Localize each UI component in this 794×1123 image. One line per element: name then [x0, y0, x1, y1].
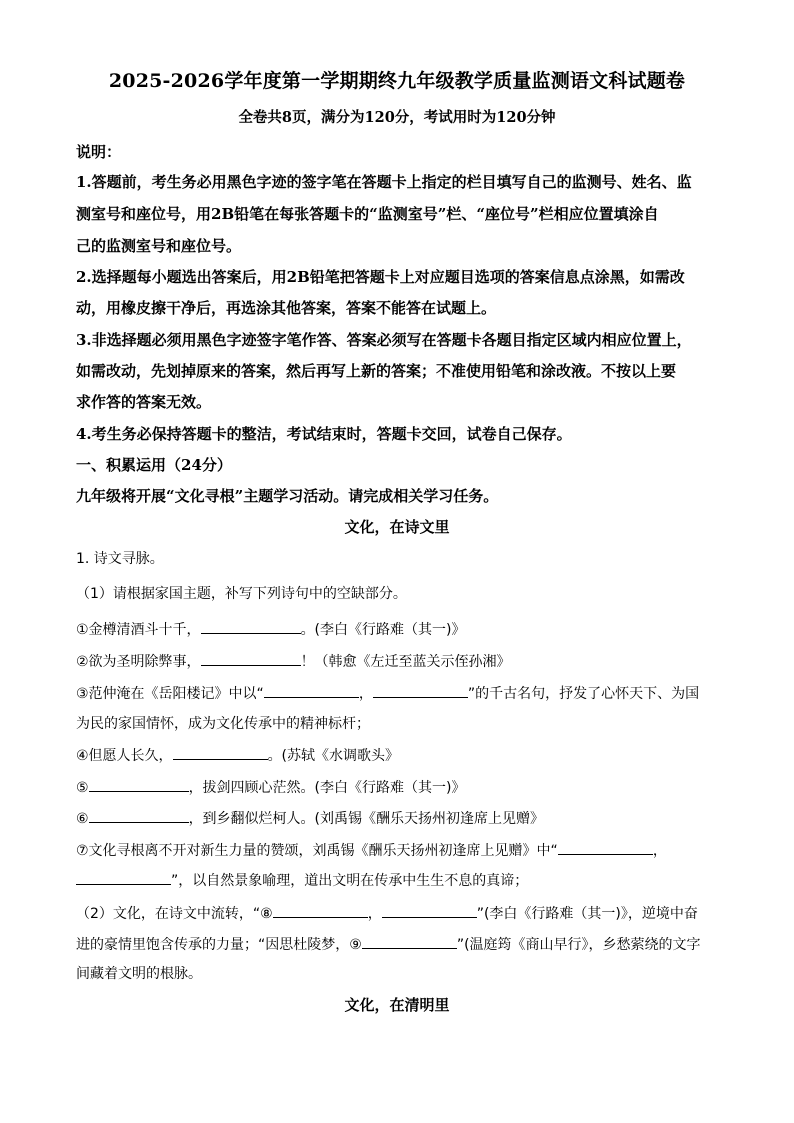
- poem-item: [76, 619, 466, 639]
- answer-blank[interactable]: [89, 777, 189, 792]
- instructions-heading: 说明：: [76, 143, 122, 161]
- instruction-line: 测室号和座位号，用2B铅笔在每张答题卡的“监测室号”栏、“座位号”栏相应位置填涂自: [76, 205, 659, 223]
- item-text: ⑦文化寻根离不开对新生力量的赞颂，刘禹锡《酬乐天扬州初逢席上见赠》中“: [76, 843, 558, 859]
- instruction-line: 己的监测室号和座位号。: [76, 237, 242, 255]
- instruction-line: 1.答题前，考生务必用黑色字迹的签字笔在答题卡上指定的栏目填写自己的监测号、姓名、监: [76, 173, 692, 191]
- item-text: ，拔剑四顾心茫然。(李白《行路难（其一)》: [188, 780, 466, 796]
- answer-blank[interactable]: [264, 683, 359, 698]
- section-intro: 九年级将开展“文化寻根”主题学习活动。请完成相关学习任务。: [76, 487, 499, 505]
- poem-item-continued: [76, 870, 528, 890]
- item-text: 进的豪情里饱含传承的力量；“因思杜陵梦，⑨: [76, 937, 362, 953]
- item-text: ”，以自然景象喻理，道出文明在传承中生生不息的真谛；: [171, 873, 529, 889]
- answer-blank[interactable]: [173, 745, 268, 760]
- item-text: ，: [652, 843, 667, 859]
- question-part: [76, 903, 698, 923]
- item-text: 。(李白《行路难（其一)》: [300, 622, 466, 638]
- poem-item: [76, 683, 699, 703]
- answer-blank[interactable]: [558, 840, 653, 855]
- item-text: ”(李白《行路难（其一)》，逆境中奋: [476, 906, 698, 922]
- item-text: ”(温庭筠《商山早行》，乡愁萦绕的文字: [456, 937, 701, 953]
- question-part-continued: [76, 934, 701, 954]
- item-text: 。(苏轼《水调歌头》: [267, 748, 400, 764]
- subsection-title: 文化，在诗文里: [344, 518, 450, 536]
- exam-subtitle: 全卷共8页，满分为120分，考试用时为120分钟: [238, 109, 556, 126]
- item-text: ⑤: [76, 780, 89, 796]
- item-text: ②欲为圣明除弊事，: [76, 654, 201, 670]
- instruction-line: 4.考生务必保持答题卡的整洁，考试结束时，答题卡交回，试卷自己保存。: [76, 425, 572, 443]
- item-text: （2）文化，在诗文中流转，“⑧: [76, 906, 273, 922]
- item-text: ④但愿人长久，: [76, 748, 173, 764]
- answer-blank[interactable]: [201, 619, 301, 634]
- answer-blank[interactable]: [76, 870, 171, 885]
- answer-blank[interactable]: [373, 683, 468, 698]
- question-part-continued: 间藏着文明的根脉。: [76, 966, 202, 982]
- item-text: ”的千古名句，抒发了心怀天下、为国: [467, 686, 700, 702]
- item-text: ①金樽清酒斗十千，: [76, 622, 201, 638]
- instruction-line: 动，用橡皮擦干净后，再选涂其他答案，答案不能答在试题上。: [76, 299, 497, 317]
- item-text: ，到乡翻似烂柯人。(刘禹锡《酬乐天扬州初逢席上见赠》: [188, 811, 545, 827]
- section-heading: 一、积累运用（24分）: [76, 456, 232, 474]
- answer-blank[interactable]: [362, 934, 457, 949]
- item-text: ，: [367, 906, 382, 922]
- answer-blank[interactable]: [382, 903, 477, 918]
- item-text: ③范仲淹在《岳阳楼记》中以“: [76, 686, 264, 702]
- poem-item: [76, 651, 511, 671]
- instruction-line: 3.非选择题必须用黑色字迹签字笔作答、答案必须写在答题卡各题目指定区域内相应位置上，: [76, 331, 692, 349]
- item-text: ！（韩愈《左迁至蓝关示侄孙湘》: [300, 654, 511, 670]
- instruction-line: 求作答的答案无效。: [76, 393, 212, 411]
- poem-item-continued: 为民的家国情怀，成为文化传承中的精神标杆；: [76, 716, 370, 732]
- answer-blank[interactable]: [273, 903, 368, 918]
- answer-blank[interactable]: [89, 808, 189, 823]
- subsection-title: 文化，在清明里: [344, 996, 450, 1014]
- exam-title: 2025-2026学年度第一学期期终九年级教学质量监测语文科试题卷: [108, 70, 686, 92]
- instruction-line: 如需改动，先划掉原来的答案，然后再写上新的答案；不准使用铅笔和涂改液。不按以上要: [76, 362, 677, 380]
- poem-item: [76, 840, 667, 860]
- item-text: ，: [358, 686, 373, 702]
- question-part: （1）请根据家国主题，补写下列诗句中的空缺部分。: [76, 586, 407, 602]
- poem-item: [76, 745, 399, 765]
- instruction-line: 2.选择题每小题选出答案后，用2B铅笔把答题卡上对应题目选项的答案信息点涂黑，如需改: [76, 268, 685, 286]
- item-text: ⑥: [76, 811, 89, 827]
- answer-blank[interactable]: [201, 651, 301, 666]
- poem-item: [76, 777, 466, 797]
- question-title: 1. 诗文寻脉。: [76, 551, 164, 567]
- poem-item: [76, 808, 544, 828]
